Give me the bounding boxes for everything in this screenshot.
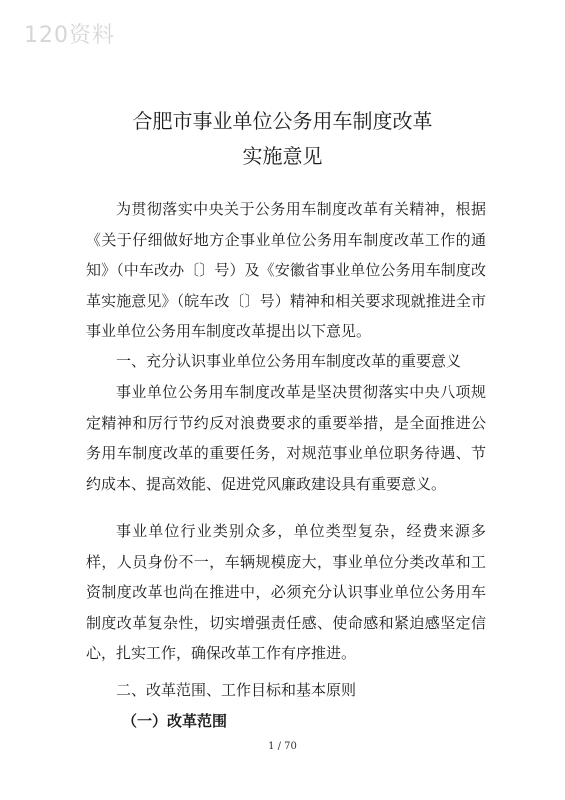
page-number: 1 / 70 bbox=[268, 741, 297, 752]
document-title-line2: 实施意见 bbox=[242, 144, 323, 168]
paragraph-significance: 事业单位公务用车制度改革是坚决贯彻落实中央八项规定精神和厉行节约反对浪费要求的重要举措，是全面推进公务用车制度改革的重要任务，对规范事业单位职务待遇、节约成本、提高效能、促进党风廉政建设具有重要意义。 bbox=[86, 383, 486, 493]
subsection-heading-1: （一）改革范围 bbox=[122, 712, 228, 730]
watermark: 120资料 bbox=[24, 23, 115, 48]
section-heading-1: 一、充分认识事业单位公务用车制度改革的重要意义 bbox=[116, 352, 462, 370]
document-title-line1: 合肥市事业单位公务用车制度改革 bbox=[132, 109, 433, 133]
paragraph-complexity: 事业单位行业类别众多，单位类型复杂，经费来源多样，人员身份不一，车辆规模庞大，事业单位分类改革和工资制度改革也尚在推进中，必须充分认识事业单位公务用车制度改革复杂性，切实增强责任感、使命感和紧迫感坚定信心，扎实工作，确保改革工作有序推进。 bbox=[86, 522, 486, 662]
paragraph-intro: 为贯彻落实中央关于公务用车制度改革有关精神，根据《关于仔细做好地方企事业单位公务用车制度改革工作的通知》（中车改办〔〕号）及《安徽省事业单位公务用车制度改革实施意见》（皖车改〔〕号）精神和相关要求现就推进全市事业单位公务用车制度改革提出以下意见。 bbox=[86, 200, 486, 340]
section-heading-2: 二、改革范围、工作目标和基本原则 bbox=[116, 681, 357, 699]
